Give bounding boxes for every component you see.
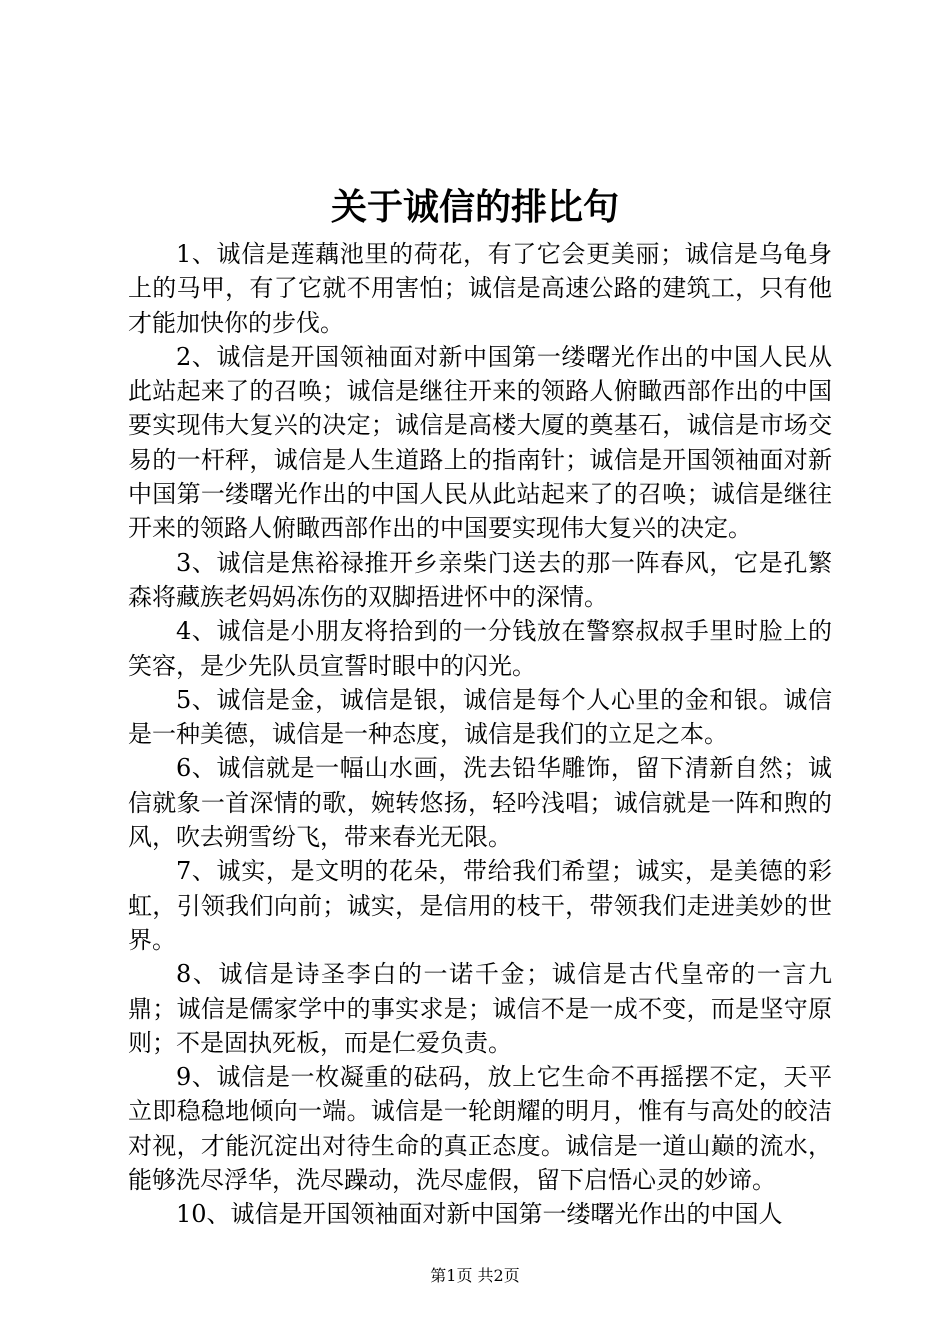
paragraph-9: 9、诚信是一枚凝重的砝码，放上它生命不再摇摆不定，天平立即稳稳地倾向一端。诚信是一轮朗耀的明月，惟有与高处的皎洁对视，才能沉淀出对待生命的真正态度。诚信是一道山巅的流水，能够洗尽浮华，洗尽躁动，洗尽虚假，留下启悟心灵的妙谛。 [128, 1063, 832, 1195]
paragraph-8: 8、诚信是诗圣李白的一诺千金；诚信是古代皇帝的一言九鼎；诚信是儒家学中的事实求是；诚信不是一成不变，而是坚守原则；不是固执死板，而是仁爱负责。 [128, 960, 832, 1057]
document-title: 关于诚信的排比句 [330, 187, 619, 228]
paragraph-2: 2、诚信是开国领袖面对新中国第一缕曙光作出的中国人民从此站起来了的召唤；诚信是继往开来的领路人俯瞰西部作出的中国要实现伟大复兴的决定；诚信是高楼大厦的奠基石，诚信是市场交易的一杆秤，诚信是人生道路上的指南针；诚信是开国领袖面对新中国第一缕曙光作出的中国人民从此站起来了的召唤；诚信是继往开来的领路人俯瞰西部作出的中国要实现伟大复兴的决定。 [128, 342, 832, 543]
paragraph-1: 1、诚信是莲藕池里的荷花，有了它会更美丽；诚信是乌龟身上的马甲，有了它就不用害怕；诚信是高速公路的建筑工，只有他才能加快你的步伐。 [128, 240, 832, 337]
paragraph-4: 4、诚信是小朋友将拾到的一分钱放在警察叔叔手里时脸上的笑容，是少先队员宣誓时眼中的闪光。 [128, 617, 832, 680]
paragraph-6: 6、诚信就是一幅山水画，洗去铅华雕饰，留下清新自然；诚信就象一首深情的歌，婉转悠扬，轻吟浅唱；诚信就是一阵和煦的风，吹去朔雪纷飞，带来春光无限。 [128, 754, 832, 852]
paragraph-7: 7、诚实，是文明的花朵，带给我们希望；诚实，是美德的彩虹，引领我们向前；诚实，是信用的枝干，带领我们走进美妙的世界。 [128, 857, 832, 954]
page-indicator: 第1页 共2页 [430, 1266, 520, 1285]
paragraph-3: 3、诚信是焦裕禄推开乡亲柴门送去的那一阵春风，它是孔繁森将藏族老妈妈冻伤的双脚捂进怀中的深情。 [128, 548, 832, 611]
document-body [128, 237, 832, 1232]
paragraph-5: 5、诚信是金，诚信是银，诚信是每个人心里的金和银。诚信是一种美德，诚信是一种态度，诚信是我们的立足之本。 [128, 685, 832, 749]
paragraph-10: 10、诚信是开国领袖面对新中国第一缕曙光作出的中国人 [176, 1200, 783, 1229]
